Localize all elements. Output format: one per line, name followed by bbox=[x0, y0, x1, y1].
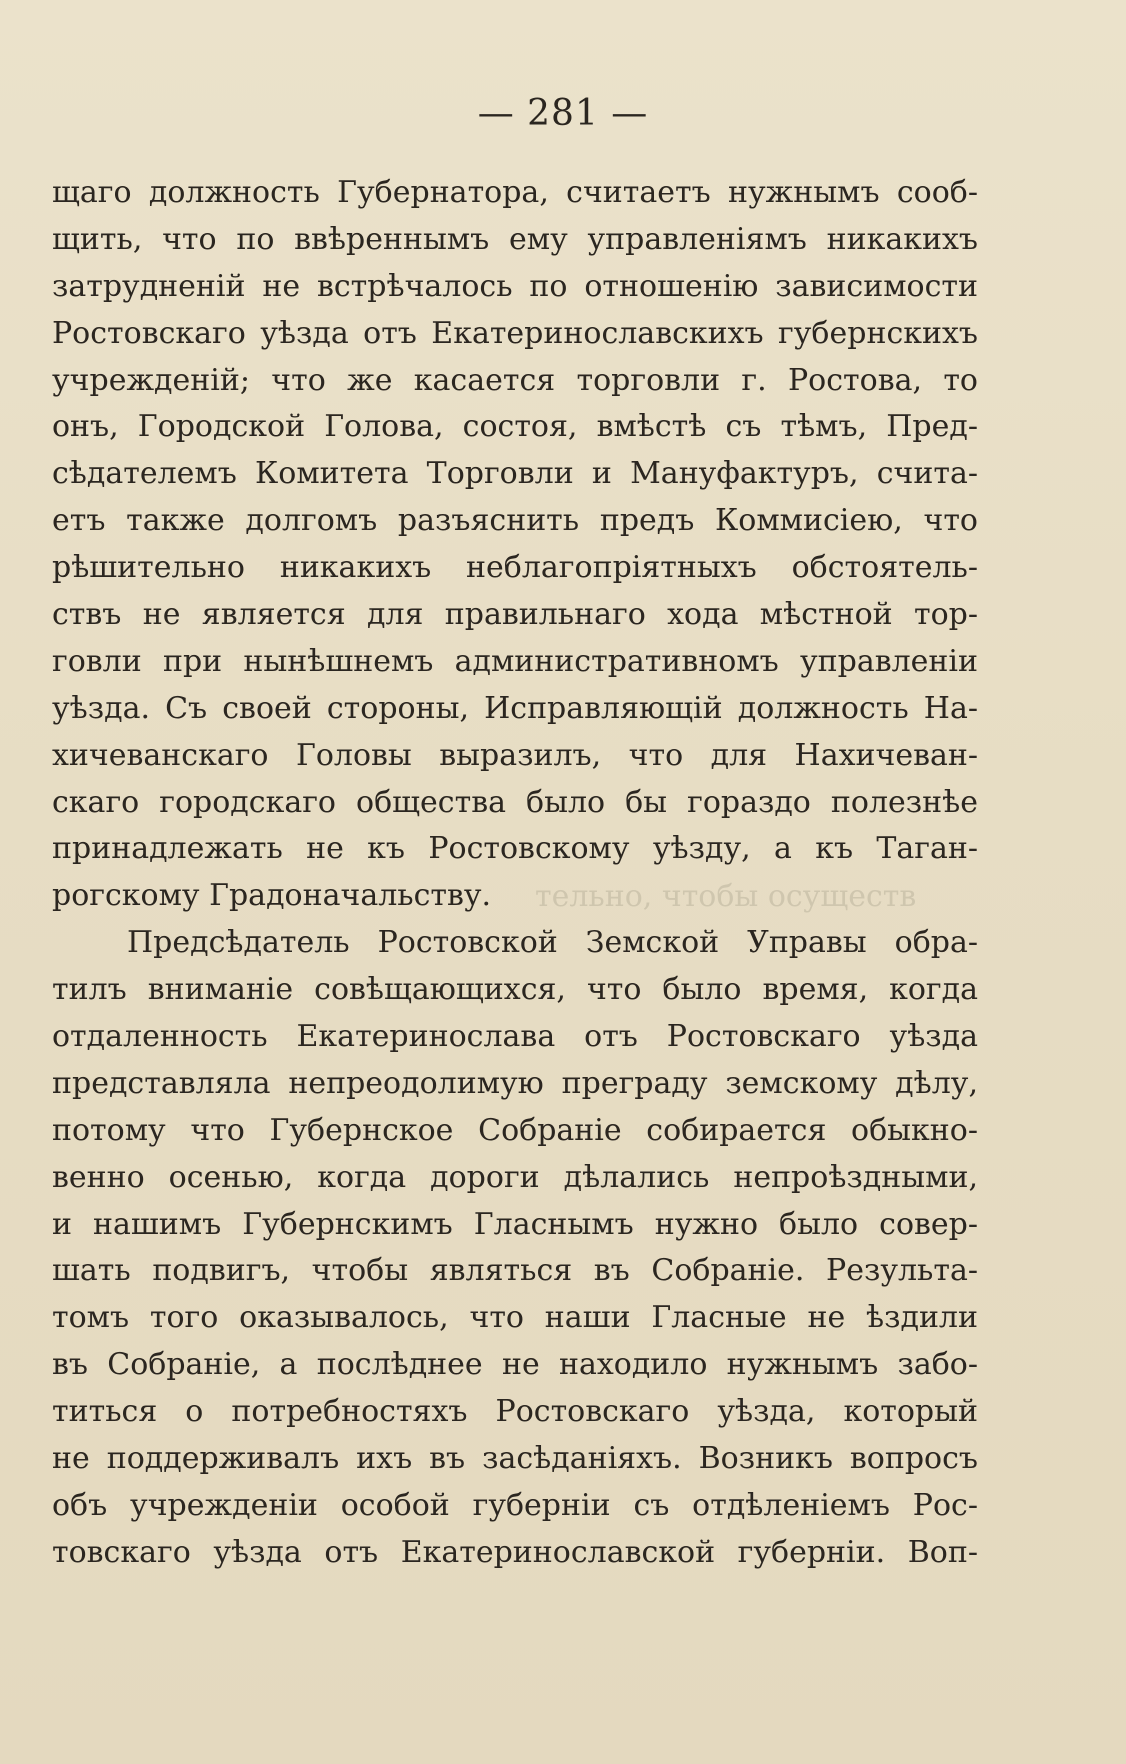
text-line: принадлежать не къ Ростовскому уѣзду, а къ Таган- bbox=[52, 831, 978, 867]
text-line: титься о потребностяхъ Ростовскаго уѣзда, который bbox=[52, 1394, 978, 1430]
text-line: онъ, Городской Голова, состоя, вмѣстѣ съ тѣмъ, Пред- bbox=[52, 409, 978, 445]
text-line: сѣдателемъ Комитета Торговли и Мануфактуръ, счита- bbox=[52, 456, 978, 492]
show-through-text: тельно, чтобы осуществ bbox=[535, 879, 917, 914]
text-line: представляла непреодолимую преграду земскому дѣлу, bbox=[52, 1065, 978, 1101]
page-number: — 281 — bbox=[477, 93, 649, 134]
text-line: и нашимъ Губернскимъ Гласнымъ нужно было совер- bbox=[52, 1206, 978, 1242]
text-line: говли при нынѣшнемъ административномъ управленіи bbox=[52, 643, 978, 679]
text-line: ствъ не является для правильнаго хода мѣстной тор- bbox=[52, 597, 978, 633]
text-line: рогскому Градоначальству. bbox=[52, 878, 492, 914]
text-line: уѣзда. Съ своей стороны, Исправляющій должность На- bbox=[52, 690, 978, 726]
text-line: учрежденій; что же касается торговли г. Ростова, то bbox=[52, 362, 978, 398]
text-line: щаго должность Губернатора, считаетъ нужнымъ сооб- bbox=[52, 175, 978, 210]
text-line: рѣшительно никакихъ неблагопріятныхъ обстоятель- bbox=[52, 550, 978, 586]
text-line: хичеванскаго Головы выразилъ, что для Нахичеван- bbox=[52, 737, 978, 773]
text-line: Ростовскаго уѣзда отъ Екатеринославскихъ губернскихъ bbox=[52, 315, 978, 351]
text-line: щить, что по ввѣреннымъ ему управленіямъ никакихъ bbox=[52, 221, 978, 257]
text-line: томъ того оказывалось, что наши Гласные не ѣздили bbox=[52, 1300, 978, 1336]
text-line: етъ также долгомъ разъяснить предъ Коммисіею, что bbox=[52, 503, 978, 539]
text-line: объ учрежденіи особой губерніи съ отдѣленіемъ Рос- bbox=[52, 1487, 978, 1523]
text-line: потому что Губернское Собраніе собирается обыкно- bbox=[52, 1112, 978, 1148]
text-line: отдаленность Екатеринослава отъ Ростовскаго уѣзда bbox=[52, 1019, 978, 1055]
text-line: тилъ вниманіе совѣщающихся, что было время, когда bbox=[52, 972, 978, 1008]
text-line: Предсѣдатель Ростовской Земской Управы обра- bbox=[127, 925, 978, 961]
text-line: товскаго уѣзда отъ Екатеринославской губерніи. Воп- bbox=[52, 1534, 978, 1570]
text-line: въ Собраніе, а послѣднее не находило нужнымъ забо- bbox=[52, 1347, 978, 1383]
text-line: скаго городскаго общества было бы гораздо полезнѣе bbox=[52, 784, 978, 820]
page-body bbox=[52, 170, 978, 1577]
text-line: шать подвигъ, чтобы являться въ Собраніе. Результа- bbox=[52, 1253, 978, 1289]
text-line: не поддерживалъ ихъ въ засѣданіяхъ. Возникъ вопросъ bbox=[52, 1441, 978, 1477]
text-line: венно осенью, когда дороги дѣлались непроѣздными, bbox=[52, 1159, 978, 1195]
text-line: затрудненій не встрѣчалось по отношенію зависимости bbox=[52, 268, 978, 304]
